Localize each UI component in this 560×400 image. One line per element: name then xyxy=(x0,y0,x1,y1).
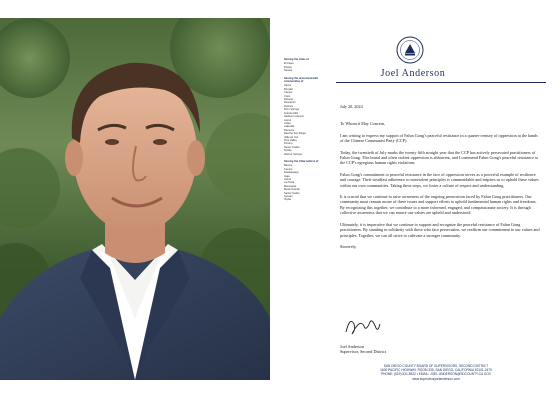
letter-paragraph-1: I am writing to express my support of Falun Gong's peaceful resistance in a quarter century of oppression at the hands of the Chinese Communist Party (CCP). xyxy=(340,132,538,144)
sidebar-community-name: Poway xyxy=(284,65,292,69)
signer-name: Joel Anderson xyxy=(340,344,364,349)
sidebar-community-name: Tecate xyxy=(284,149,292,153)
letter-salutation: To Whom it May Concern, xyxy=(340,121,386,127)
sidebar-community-name: Dehesa xyxy=(284,98,293,102)
sidebar-community-name: La Posta xyxy=(284,181,295,185)
sidebar-community-name: Campo xyxy=(284,167,293,171)
sidebar-group-title: Serving the tribal nations of xyxy=(284,159,319,163)
letter-paragraph-3: Falun Gong's commitment to peaceful resistance in the face of oppression serves as a powerful example of resilience and courage. Their steadfast adherence to nonviolent principles is commendable and inspires us to uphold these values within our own communities. Taking these steps, we foster a culture of respect and understanding. xyxy=(340,171,539,188)
sidebar-group-title: Serving the unincorporated communities of xyxy=(284,76,318,84)
sidebar-community-name: Manzanita xyxy=(284,184,296,188)
sidebar-community-name: Valle de Oro xyxy=(284,135,299,139)
sidebar-community-name: Santa Ysabel xyxy=(284,145,300,149)
signer-block xyxy=(340,344,386,355)
sidebar-community-name: Crest xyxy=(284,94,291,98)
letterhead-rule xyxy=(336,82,546,83)
sidebar-community-name: Sycuan xyxy=(284,195,293,199)
sidebar-community-name: Harbison Canyon xyxy=(284,115,305,119)
sidebar-group xyxy=(284,77,330,156)
portrait-illustration xyxy=(0,18,270,380)
letter-body xyxy=(340,104,540,255)
sidebar-community-name: Julian xyxy=(284,121,291,125)
sidebar-community-name: Bonsall xyxy=(284,87,293,91)
sidebar-community-name: Flinn Springs xyxy=(284,108,300,112)
sidebar-community-name: Dulzura xyxy=(284,104,293,108)
sidebar-group xyxy=(284,58,330,73)
sidebar-community-name: Rancho San Diego xyxy=(284,132,306,136)
sidebar-community-name: Jamul xyxy=(284,178,291,181)
sidebar-community-name: El Cajon xyxy=(284,62,294,66)
sidebar-group xyxy=(284,160,330,202)
sidebar-community-name: Potrero xyxy=(284,142,293,146)
footer-website-link[interactable]: www.supervisorjoelanderson.com xyxy=(412,376,460,381)
letter-footer xyxy=(318,364,554,381)
portrait-photo xyxy=(0,18,270,380)
sidebar-group-title: Serving the cities of xyxy=(284,58,309,61)
letter-paragraph-4: It is crucial that we continue to raise awareness of the ongoing persecution faced by Falun Gong practitioners. Our community must remain aware of these issues and support efforts to uphold fundamental human rights and freedoms. By recognizing this together, we contribute to a more informed, engaged, and compassionate society. It is through collective awareness that we can ensure our values are upheld and understood. xyxy=(340,194,537,216)
letter-date: July 20, 2024 xyxy=(340,104,363,109)
letter-paragraph-5: Ultimately, it is imperative that we continue to support and recognize the peaceful resistance of Falun Gong practitioners. By standing in solidarity with those who face persecution, we reaffirm our commitment to our values and principles. Together, we can all strive to cultivate a stronger community. xyxy=(340,221,540,238)
sidebar-community-name: Descanso xyxy=(284,101,296,105)
signer-title: Supervisor, Second District xyxy=(340,349,387,355)
letterhead-name: Joel Anderson xyxy=(380,68,446,79)
footer-line-2: 1600 PACIFIC HIGHWAY, ROOM 335, SAN DIEGO, CALIFORNIA 92101-2470 xyxy=(380,368,492,373)
sidebar-community-name: Campo xyxy=(284,91,293,95)
sidebar-community-name: Inaja xyxy=(284,174,290,178)
sidebar-community-name: Warner Springs xyxy=(284,152,302,156)
letter-paragraph-2: Today, the twentieth of July marks the twenty fifth straight year that the CCP has actively persecuted practitioners of Falun Gong. This brutal and often violent oppression is abhorrent, and I commend Falun Gong's peaceful resistance to the CCP's egregious human rights violations. xyxy=(340,149,539,166)
sidebar-community-name: Santee xyxy=(284,69,293,73)
sidebar-community-name: Santa Ysabel xyxy=(284,191,300,195)
sidebar-community-name: Viejas xyxy=(284,198,292,202)
footer-line-1: SAN DIEGO COUNTY BOARD OF SUPERVISORS, SECOND DISTRICT xyxy=(383,364,489,368)
sidebar-community-name: Lakeside xyxy=(284,125,295,129)
sidebar-community-name: Alpine xyxy=(284,84,292,88)
letter-page xyxy=(278,18,554,380)
sidebar-community-name: Mesa Grande xyxy=(284,188,300,192)
footer-line-3: PHONE: (619) 531-5522 • EMAIL: JOEL.ANDERSON@SDCOUNTY.CA.GOV xyxy=(380,372,492,377)
sidebar-community-name: Ramona xyxy=(284,128,294,132)
county-seal-icon xyxy=(396,36,424,64)
sidebar-community-name: Barona xyxy=(284,164,293,168)
signature-icon xyxy=(342,314,382,336)
sidebar-community-name: Jamul xyxy=(284,118,291,122)
sidebar-community-name: Granite Hills xyxy=(284,111,299,115)
sidebar-community-list xyxy=(284,58,330,206)
letter-closing: Sincerely, xyxy=(340,243,357,249)
sidebar-community-name: Pine Valley xyxy=(284,138,297,142)
sidebar-community-name: Ewiiaapaayp xyxy=(284,171,299,175)
